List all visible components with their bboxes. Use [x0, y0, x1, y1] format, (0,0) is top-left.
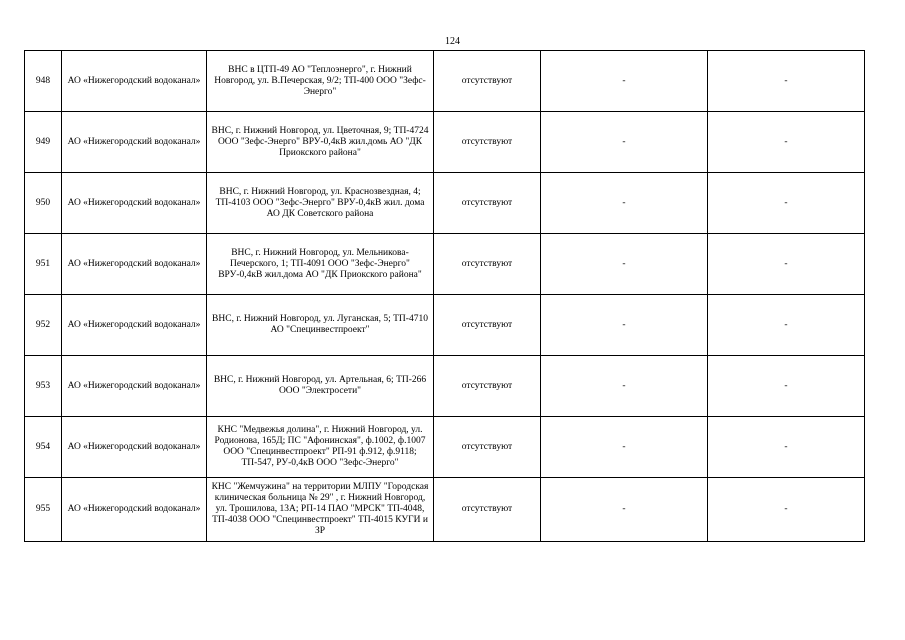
object-cell: ВНС, г. Нижний Новгород, ул. Краснозвездная, 4; ТП-4103 ООО "Зефс-Энерго" ВРУ-0,4кВ жил. дома АО ДК Советского района [207, 173, 434, 234]
status-cell: отсутствуют [434, 112, 541, 173]
table-row [25, 478, 865, 542]
value-cell-a: - [541, 478, 708, 542]
value-cell-b: - [708, 112, 865, 173]
table-row [25, 295, 865, 356]
object-cell: ВНС в ЦТП-49 АО "Теплоэнерго", г. Нижний Новгород, ул. В.Печерская, 9/2; ТП-400 ООО "Зефс-Энерго" [207, 51, 434, 112]
value-cell-b: - [708, 295, 865, 356]
status-cell: отсутствуют [434, 295, 541, 356]
row-number: 949 [25, 112, 62, 173]
table-row [25, 356, 865, 417]
organization-cell: АО «Нижегородский водоканал» [62, 478, 207, 542]
value-cell-a: - [541, 173, 708, 234]
value-cell-a: - [541, 234, 708, 295]
value-cell-b: - [708, 173, 865, 234]
object-cell: ВНС, г. Нижний Новгород, ул. Мельникова-Печерского, 1; ТП-4091 ООО "Зефс-Энерго" ВРУ-0,4кВ жил.дома АО "ДК Приокского района" [207, 234, 434, 295]
object-cell: ВНС, г. Нижний Новгород, ул. Цветочная, 9; ТП-4724 ООО "Зефс-Энерго" ВРУ-0,4кВ жил.домь АО "ДК Приокского района" [207, 112, 434, 173]
page-number: 124 [445, 36, 460, 47]
organization-cell: АО «Нижегородский водоканал» [62, 51, 207, 112]
value-cell-a: - [541, 112, 708, 173]
value-cell-a: - [541, 356, 708, 417]
row-number: 953 [25, 356, 62, 417]
organization-cell: АО «Нижегородский водоканал» [62, 417, 207, 478]
object-cell: КНС "Медвежья долина", г. Нижний Новгород, ул. Родионова, 165Д; ПС "Афонинская", ф.1002, ф.1007 ООО "Специнвестпроект" РП-91 ф.912, ф.9118; ТП-547, РУ-0,4кВ ООО "Зефс-Энерго" [207, 417, 434, 478]
row-number: 948 [25, 51, 62, 112]
object-cell: КНС "Жемчужина" на территории МЛПУ "Городская клиническая больница № 29" , г. Нижний Новгород, ул. Трошилова, 13А; РП-14 ПАО "МРСК" ТП-4048, ТП-4038 ООО "Специнвестпроект" ТП-4015 КУГИ и ЗР [207, 478, 434, 542]
value-cell-b: - [708, 478, 865, 542]
object-cell: ВНС, г. Нижний Новгород, ул. Луганская, 5; ТП-4710 АО "Специнвестпроект" [207, 295, 434, 356]
value-cell-a: - [541, 295, 708, 356]
value-cell-b: - [708, 356, 865, 417]
organization-cell: АО «Нижегородский водоканал» [62, 112, 207, 173]
organization-cell: АО «Нижегородский водоканал» [62, 234, 207, 295]
value-cell-b: - [708, 234, 865, 295]
table-row [25, 51, 865, 112]
status-cell: отсутствуют [434, 51, 541, 112]
table-row [25, 417, 865, 478]
table-row [25, 234, 865, 295]
object-cell: ВНС, г. Нижний Новгород, ул. Артельная, 6; ТП-266 ООО "Электросети" [207, 356, 434, 417]
row-number: 955 [25, 478, 62, 542]
row-number: 951 [25, 234, 62, 295]
status-cell: отсутствуют [434, 173, 541, 234]
row-number: 950 [25, 173, 62, 234]
status-cell: отсутствуют [434, 234, 541, 295]
organization-cell: АО «Нижегородский водоканал» [62, 356, 207, 417]
table-row [25, 173, 865, 234]
value-cell-a: - [541, 417, 708, 478]
value-cell-a: - [541, 51, 708, 112]
status-cell: отсутствуют [434, 478, 541, 542]
registry-table [24, 50, 865, 542]
status-cell: отсутствуют [434, 356, 541, 417]
table-row [25, 112, 865, 173]
organization-cell: АО «Нижегородский водоканал» [62, 295, 207, 356]
status-cell: отсутствуют [434, 417, 541, 478]
value-cell-b: - [708, 51, 865, 112]
organization-cell: АО «Нижегородский водоканал» [62, 173, 207, 234]
value-cell-b: - [708, 417, 865, 478]
row-number: 954 [25, 417, 62, 478]
row-number: 952 [25, 295, 62, 356]
